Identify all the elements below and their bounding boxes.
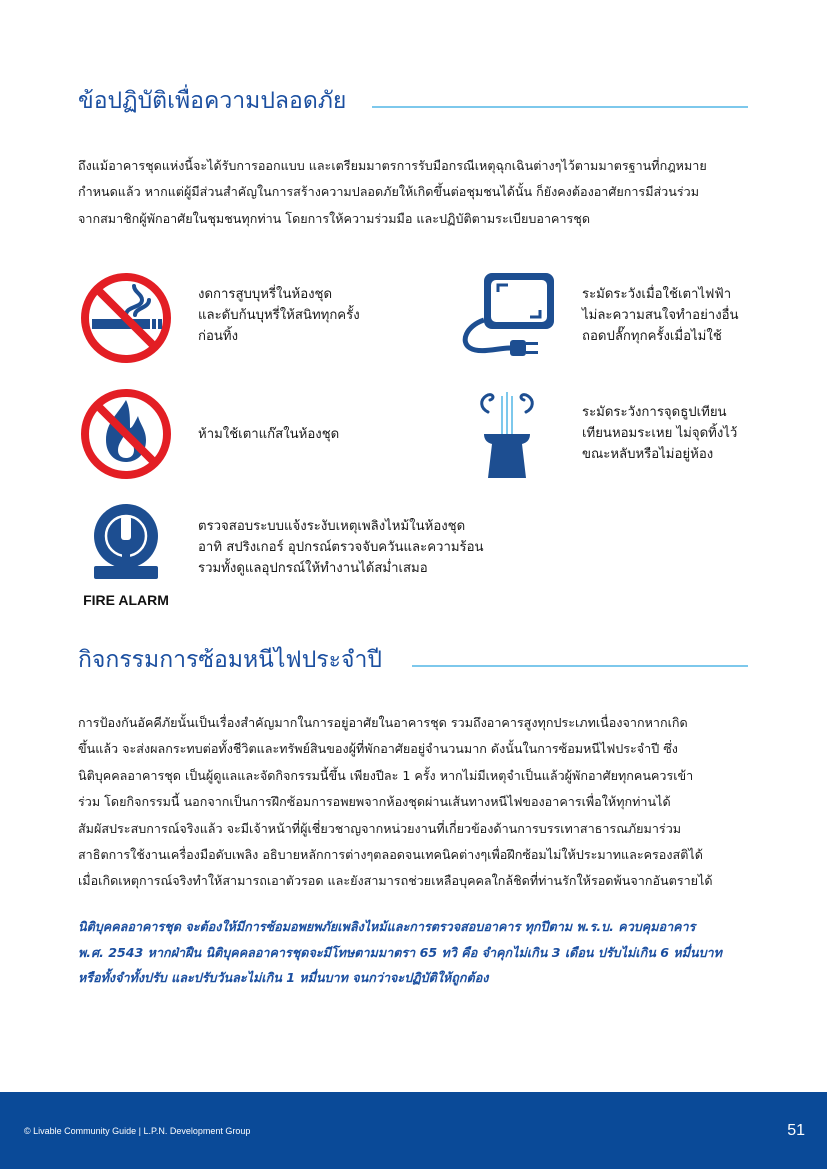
body-line: นิติบุคคลอาคารชุด เป็นผู้ดูแลและจัดกิจกรรมนี้ขึ้น เพียงปีละ 1 ครั้ง หากไม่มีเหตุจำเป็นแล้วผู้พักอาศัยทุกคนควรเข้า (78, 767, 694, 783)
incense-candle-icon (472, 388, 542, 484)
safety-intro-paragraph (78, 153, 758, 232)
title-divider (412, 665, 748, 667)
body-line: ขึ้นแล้ว จะส่งผลกระทบต่อทั้งชีวิตและทรัพย์สินของผู้ที่พักอาศัยอยู่จำนวนมาก ดังนั้นในการซ้อมหนีไฟประจำปี ซึ่ง (78, 741, 678, 757)
page-footer (0, 1092, 827, 1169)
electric-stove-caption: ระมัดระวังเมื่อใช้เตาไฟฟ้า ไม่ละความสนใจทำอย่างอื่น ถอดปลั๊กทุกครั้งเมื่อไม่ใช้ (582, 287, 739, 344)
body-line: การป้องกันอัคคีภัยนั้นเป็นเรื่องสำคัญมากในการอยู่อาศัยในอาคารชุด รวมถึงอาคารสูงทุกประเภทเนื่องจากหากเกิด (78, 715, 688, 730)
no-gas-stove-caption: ห้ามใช้เตาแก๊สในห้องชุด (198, 427, 340, 442)
note-line: พ.ศ. 2543 หากฝ่าฝืน นิติบุคคลอาคารชุดจะมีโทษตามมาตรา 65 ทวิ คือ จำคุกไม่เกิน 3 เดือน ปรับไม่เกิน 6 หมื่นบาท (78, 944, 722, 960)
footer-credit: © Livable Community Guide | L.P.N. Development Group (24, 1126, 251, 1136)
title-divider (372, 106, 748, 108)
fire-drill-paragraph (78, 710, 758, 895)
page-number: 51 (787, 1122, 805, 1139)
intro-line: จากสมาชิกผู้พักอาศัยในชุมชนทุกท่าน โดยการให้ความร่วมมือ และปฏิบัติตามระเบียบอาคารชุด (78, 210, 591, 226)
body-line: สาธิตการใช้งานเครื่องมือดับเพลิง อธิบายหลักการต่างๆตลอดจนเทคนิคต่างๆเพื่อฝึกซ้อมไม่ให้ประมาทและครองสติได้ (78, 847, 703, 863)
body-line: เมื่อเกิดเหตุการณ์จริงทำให้สามารถเอาตัวรอด และยังสามารถช่วยเหลือบุคคลใกล้ชิดที่ท่านรักให้รอดพ้นจากอันตรายได้ (78, 873, 713, 889)
no-smoking-icon (78, 270, 174, 366)
intro-line: กำหนดแล้ว หากแต่ผู้มีส่วนสำคัญในการสร้างความปลอดภัยให้เกิดขึ้นต่อชุมชนได้นั้น ก็ยังคงต้องอาศัยการมีส่วนร่วม (78, 184, 699, 200)
intro-line: ถึงแม้อาคารชุดแห่งนี้จะได้รับการออกแบบ และเตรียมมาตรการรับมือกรณีเหตุฉุกเฉินต่างๆไว้ตามมาตรฐานที่กฎหมาย (78, 158, 707, 173)
candle-caption: ระมัดระวังการจุดธูปเทียน เทียนหอมระเหย ไม่จุดทิ้งไว้ ขณะหลับหรือไม่อยู่ห้อง (582, 405, 738, 462)
no-smoking-caption: งดการสูบบุหรี่ในห้องชุด และดับก้นบุหรี่ให้สนิททุกครั้ง ก่อนทิ้ง (198, 287, 360, 344)
section-title-safety: ข้อปฏิบัติเพื่อความปลอดภัย (78, 88, 347, 114)
fire-alarm-bell-icon (88, 502, 164, 582)
fire-alarm-caption: ตรวจสอบระบบแจ้งระงับเหตุเพลิงไหม้ในห้องชุด อาทิ สปริงเกอร์ อุปกรณ์ตรวจจับควันและความร้อน รวมทั้งดูแลอุปกรณ์ให้ทำงานได้สม่ำเสมอ (198, 519, 484, 576)
fire-alarm-label: FIRE ALARM (83, 592, 169, 608)
legal-note (78, 914, 768, 991)
section-title-fire-drill: กิจกรรมการซ้อมหนีไฟประจำปี (78, 647, 383, 673)
body-line: สัมผัสประสบการณ์จริงแล้ว จะมีเจ้าหน้าที่ผู้เชี่ยวชาญจากหน่วยงานที่เกี่ยวข้องด้านการบรรเทาสาธารณภัยมาร่วม (78, 820, 682, 836)
electric-stove-plug-icon (458, 270, 558, 366)
body-line: ร่วม โดยกิจกรรมนี้ นอกจากเป็นการฝึกซ้อมการอพยพจากห้องชุดผ่านเส้นทางหนีไฟของอาคารเพื่อให้ทุกท่านได้ (78, 794, 671, 810)
no-gas-stove-icon (78, 386, 174, 482)
note-line: หรือทั้งจำทั้งปรับ และปรับวันละไม่เกิน 1 หมื่นบาท จนกว่าจะปฏิบัติให้ถูกต้อง (78, 970, 489, 985)
note-line: นิติบุคคลอาคารชุด จะต้องให้มีการซ้อมอพยพภัยเพลิงไหม้และการตรวจสอบอาคาร ทุกปีตาม พ.ร.บ. ควบคุมอาคาร (78, 919, 696, 934)
